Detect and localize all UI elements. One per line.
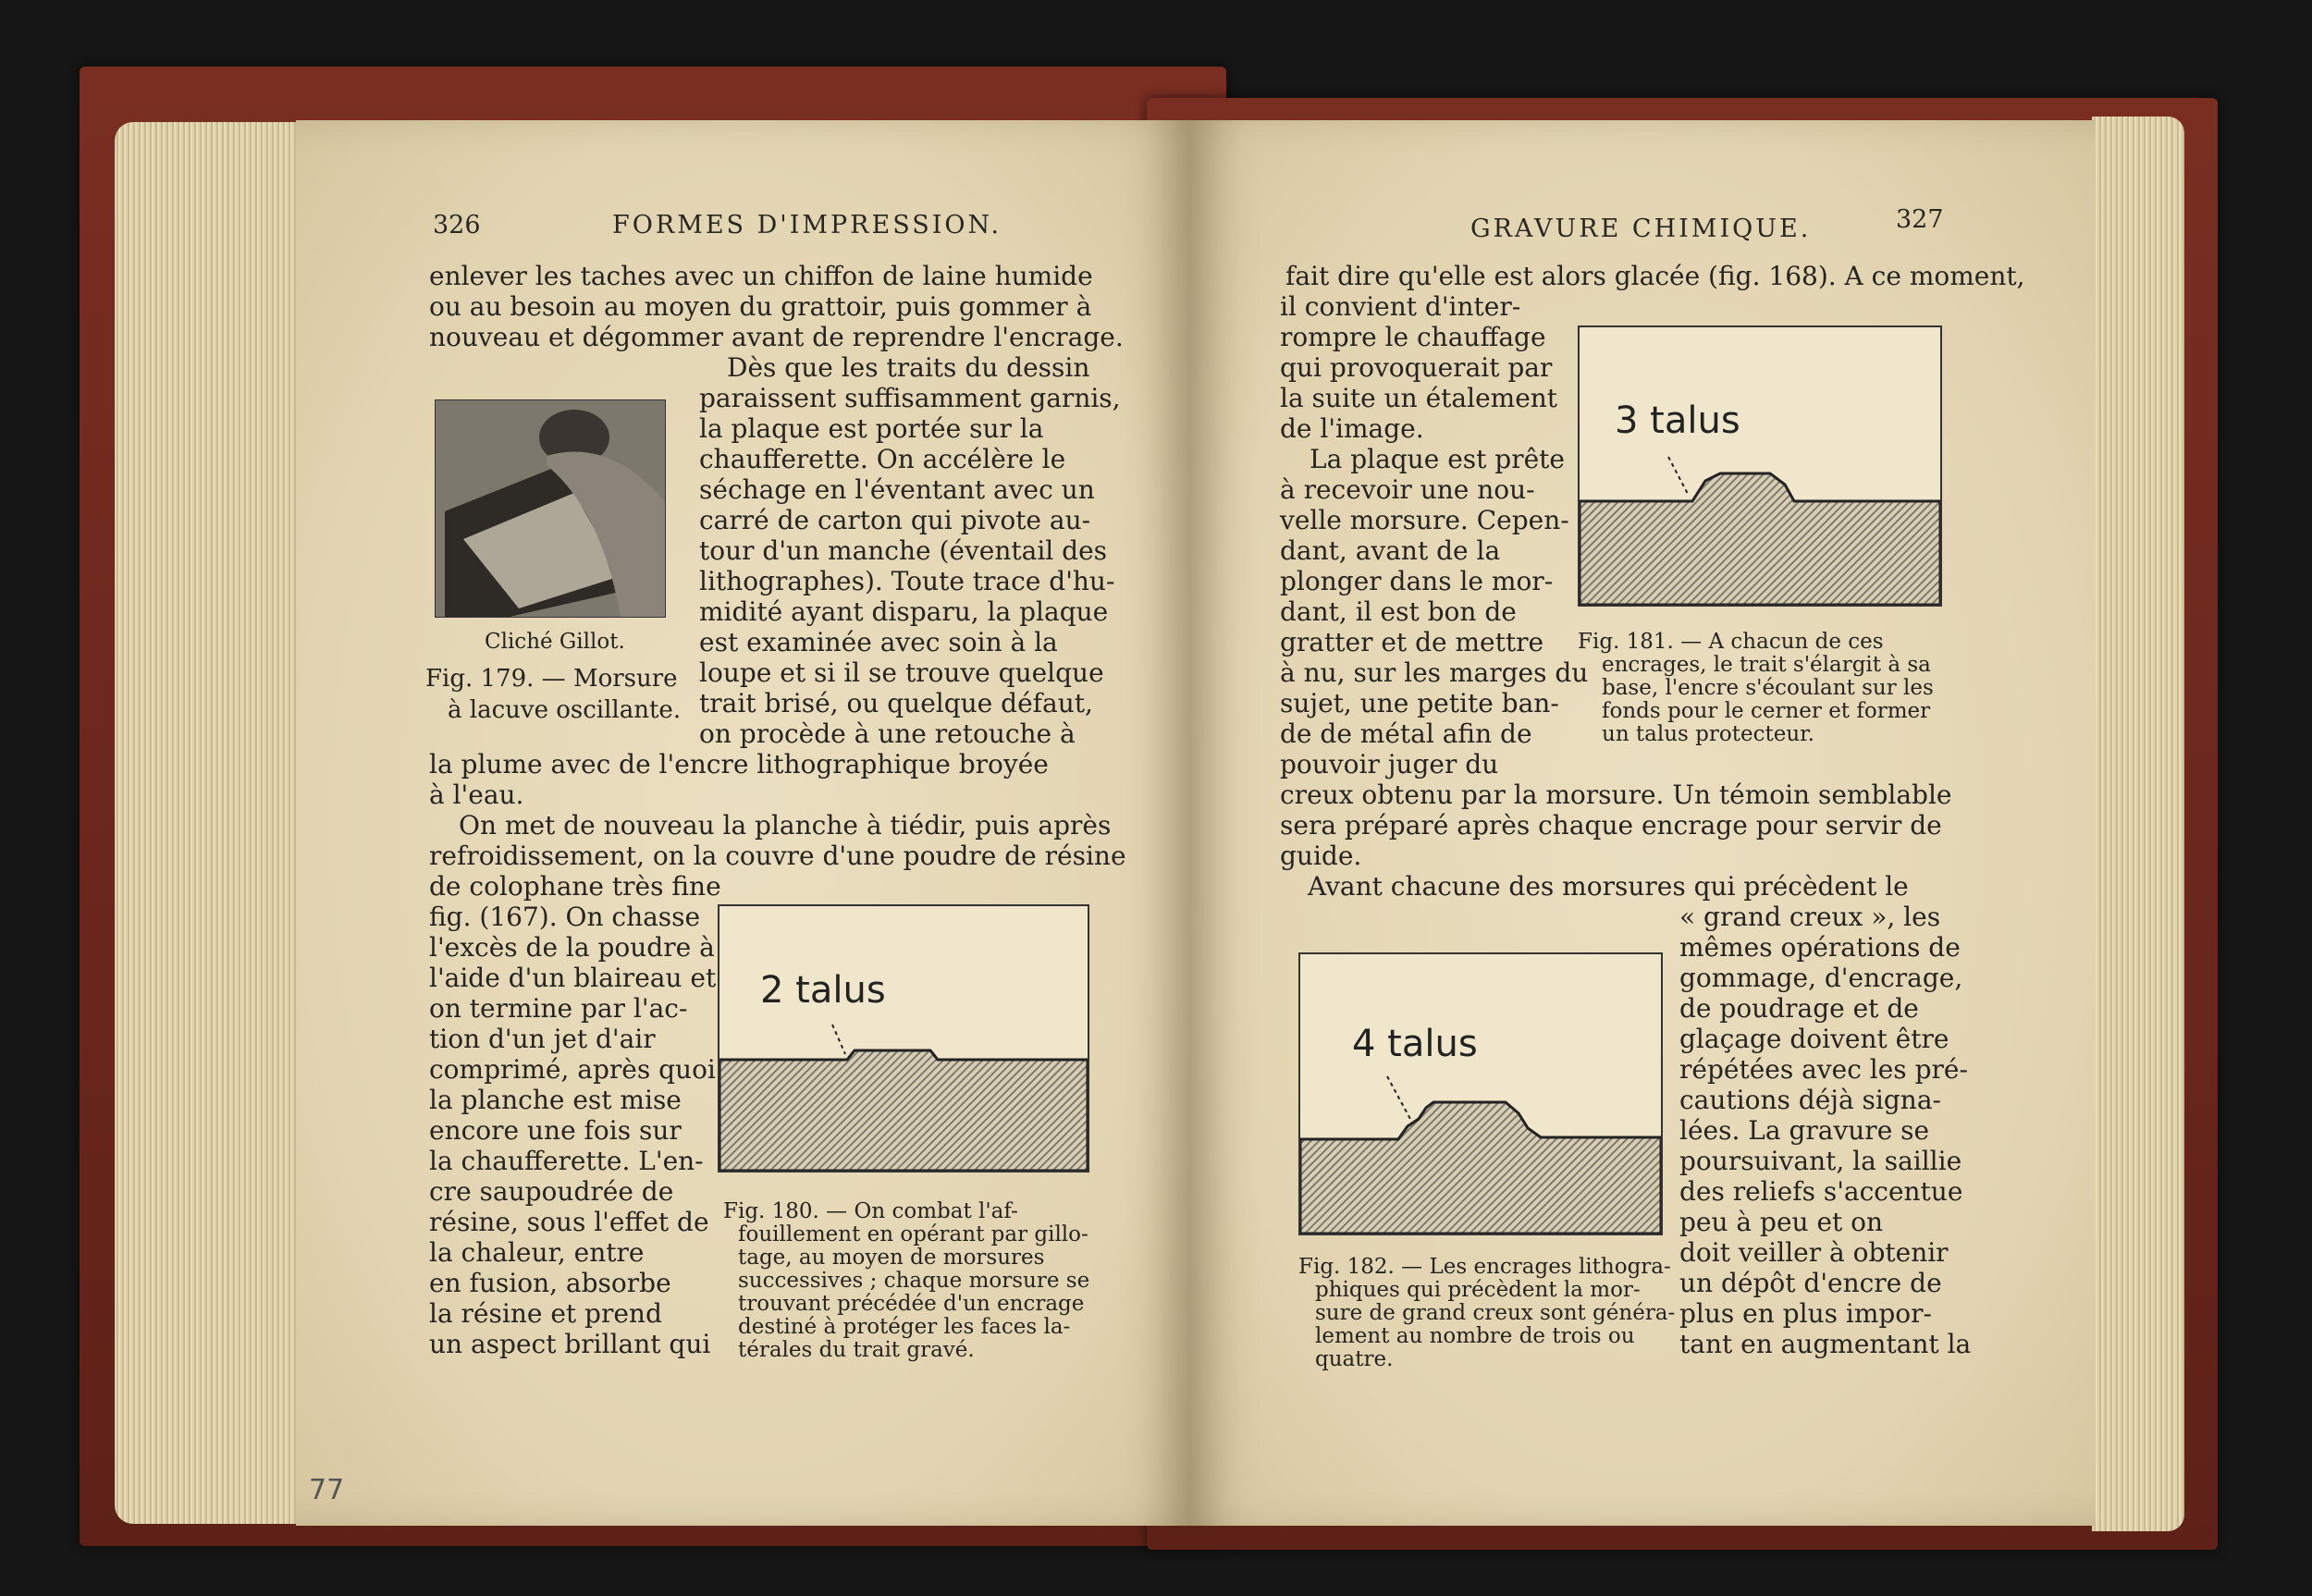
text-line: comprimé, après quoi	[429, 1054, 716, 1085]
text-line: Avant chacune des morsures qui précèdent le	[1308, 871, 1909, 902]
text-line: en fusion, absorbe	[429, 1268, 671, 1298]
text-line: la plume avec de l'encre lithographique broyée	[429, 749, 1049, 780]
text-line: tant en augmentant la	[1679, 1329, 1972, 1359]
fig182-caption: phiques qui précèdent la mor-	[1315, 1278, 1641, 1302]
text-line: cautions déjà signa-	[1679, 1085, 1941, 1115]
text-line: on procède à une retouche à	[699, 718, 1076, 749]
text-line: tion d'un jet d'air	[429, 1024, 656, 1054]
text-line: midité ayant disparu, la plaque	[699, 596, 1109, 627]
text-line: de colophane très fine	[429, 871, 721, 902]
fig180-diagram	[718, 904, 1089, 1172]
fig180-caption: fouillement en opérant par gillo-	[738, 1222, 1088, 1246]
text-line: la suite un étalement	[1280, 383, 1558, 413]
text-line: plonger dans le mor-	[1280, 566, 1554, 596]
text-line: fig. (167). On chasse	[429, 902, 701, 932]
text-line: sujet, une petite ban-	[1280, 688, 1559, 718]
fig182-caption: Fig. 182. — Les encrages lithogra-	[1298, 1255, 1671, 1279]
text-line: sera préparé après chaque encrage pour servir de	[1280, 810, 1942, 841]
fig181-diagram	[1578, 325, 1942, 607]
fig181-label: 3 talus	[1615, 399, 1740, 442]
fig180-caption: Fig. 180. — On combat l'af-	[723, 1199, 1018, 1223]
fig180-label: 2 talus	[760, 969, 886, 1012]
fig181-caption: base, l'encre s'écoulant sur les	[1602, 676, 1934, 700]
text-line: refroidissement, on la couvre d'une poudre de résine	[429, 841, 1126, 871]
text-line: carré de carton qui pivote au-	[699, 505, 1091, 535]
text-line: Dès que les traits du dessin	[727, 352, 1090, 383]
running-head: FORMES D'IMPRESSION.	[612, 211, 1002, 239]
fig181-profile	[1580, 327, 1940, 605]
fig179-caption: Fig. 179. — Morsure	[425, 665, 678, 693]
text-line: un dépôt d'encre de	[1679, 1268, 1942, 1298]
text-line: pouvoir juger du	[1280, 749, 1499, 780]
text-line: poursuivant, la saillie	[1679, 1146, 1962, 1176]
fig180-caption: trouvant précédée d'un encrage	[738, 1292, 1085, 1316]
text-line: doit veiller à obtenir	[1679, 1237, 1949, 1268]
fig180-caption: destiné à protéger les faces la-	[738, 1315, 1071, 1339]
text-line: à l'eau.	[429, 780, 524, 810]
text-line: lithographes). Toute trace d'hu-	[699, 566, 1115, 596]
text-line: fait dire qu'elle est alors glacée (fig. 168). A ce moment,	[1285, 261, 2025, 291]
text-line: gratter et de mettre	[1280, 627, 1544, 657]
fig182-diagram	[1298, 952, 1663, 1235]
photo-sketch	[436, 400, 665, 617]
text-line: la résine et prend	[429, 1298, 662, 1329]
text-line: chaufferette. On accélère le	[699, 444, 1066, 474]
fig182-caption: sure de grand creux sont généra-	[1315, 1301, 1676, 1325]
fig182-profile	[1300, 954, 1661, 1234]
fig180-caption: successives ; chaque morsure se	[738, 1269, 1090, 1293]
fig180-caption: térales du trait gravé.	[738, 1338, 975, 1362]
text-line: glaçage doivent être	[1679, 1024, 1949, 1054]
text-line: la planche est mise	[429, 1085, 682, 1115]
photo-credit: Cliché Gillot.	[485, 630, 625, 654]
right-page-edges	[2092, 117, 2184, 1531]
text-line: lées. La gravure se	[1679, 1115, 1930, 1146]
fig180-profile	[719, 906, 1088, 1171]
text-line: « grand creux », les	[1679, 902, 1941, 932]
text-line: à recevoir une nou-	[1280, 474, 1535, 505]
text-line: de poudrage et de	[1679, 993, 1919, 1024]
text-line: peu à peu et on	[1679, 1207, 1884, 1237]
fig182-label: 4 talus	[1352, 1023, 1478, 1065]
text-line: encore une fois sur	[429, 1115, 682, 1146]
fig179-photo	[435, 399, 666, 618]
fig182-caption: quatre.	[1315, 1347, 1394, 1371]
left-page	[296, 120, 1189, 1526]
text-line: résine, sous l'effet de	[429, 1207, 709, 1237]
fig181-caption: encrages, le trait s'élargit à sa	[1602, 653, 1931, 677]
text-line: cre saupoudrée de	[429, 1176, 674, 1207]
text-line: l'excès de la poudre à	[429, 932, 715, 963]
text-line: l'aide d'un blaireau et	[429, 963, 717, 993]
text-line: séchage en l'éventant avec un	[699, 474, 1095, 505]
text-line: plus en plus impor-	[1679, 1298, 1932, 1329]
right-page	[1189, 120, 2096, 1526]
text-line: la chaleur, entre	[429, 1237, 645, 1268]
text-line: paraissent suffisamment garnis,	[699, 383, 1121, 413]
text-line: trait brisé, ou quelque défaut,	[699, 688, 1093, 718]
text-line: on termine par l'ac-	[429, 993, 688, 1024]
text-line: mêmes opérations de	[1679, 932, 1961, 963]
text-line: répétées avec les pré-	[1679, 1054, 1968, 1085]
fig181-caption: Fig. 181. — A chacun de ces	[1578, 630, 1884, 654]
text-line: loupe et si il se trouve quelque	[699, 657, 1104, 688]
text-line: nouveau et dégommer avant de reprendre l'encrage.	[429, 322, 1124, 352]
page-number: 327	[1896, 205, 1944, 234]
text-line: dant, avant de la	[1280, 535, 1501, 566]
text-line: la plaque est portée sur la	[699, 413, 1044, 444]
text-line: rompre le chauffage	[1280, 322, 1546, 352]
text-line: la chaufferette. L'en-	[429, 1146, 704, 1176]
pencil-mark: 77	[309, 1474, 345, 1506]
text-line: tour d'un manche (éventail des	[699, 535, 1108, 566]
text-line: un aspect brillant qui	[429, 1329, 711, 1359]
text-line: il convient d'inter-	[1280, 291, 1521, 322]
text-line: gommage, d'encrage,	[1679, 963, 1963, 993]
text-line: qui provoquerait par	[1280, 352, 1553, 383]
fig181-caption: un talus protecteur.	[1602, 722, 1814, 746]
text-line: ou au besoin au moyen du grattoir, puis gommer à	[429, 291, 1092, 322]
text-line: On met de nouveau la planche à tiédir, puis après	[459, 810, 1112, 841]
text-line: dant, il est bon de	[1280, 596, 1517, 627]
running-head: GRAVURE CHIMIQUE.	[1470, 215, 1812, 243]
text-line: à nu, sur les marges du	[1280, 657, 1589, 688]
text-line: est examinée avec soin à la	[699, 627, 1058, 657]
left-page-edges	[115, 122, 300, 1524]
page-number: 326	[433, 211, 481, 239]
text-line: guide.	[1280, 841, 1362, 871]
text-line: enlever les taches avec un chiffon de laine humide	[429, 261, 1093, 291]
text-line: de l'image.	[1280, 413, 1424, 444]
text-line: La plaque est prête	[1310, 444, 1565, 474]
text-line: velle morsure. Cepen-	[1280, 505, 1569, 535]
text-line: de de métal afin de	[1280, 718, 1532, 749]
fig180-caption: tage, au moyen de morsures	[738, 1246, 1045, 1270]
fig181-caption: fonds pour le cerner et former	[1602, 699, 1931, 723]
fig182-caption: lement au nombre de trois ou	[1315, 1324, 1635, 1348]
text-line: creux obtenu par la morsure. Un témoin semblable	[1280, 780, 1952, 810]
fig179-caption: à lacuve oscillante.	[448, 696, 682, 724]
text-line: des reliefs s'accentue	[1679, 1176, 1963, 1207]
